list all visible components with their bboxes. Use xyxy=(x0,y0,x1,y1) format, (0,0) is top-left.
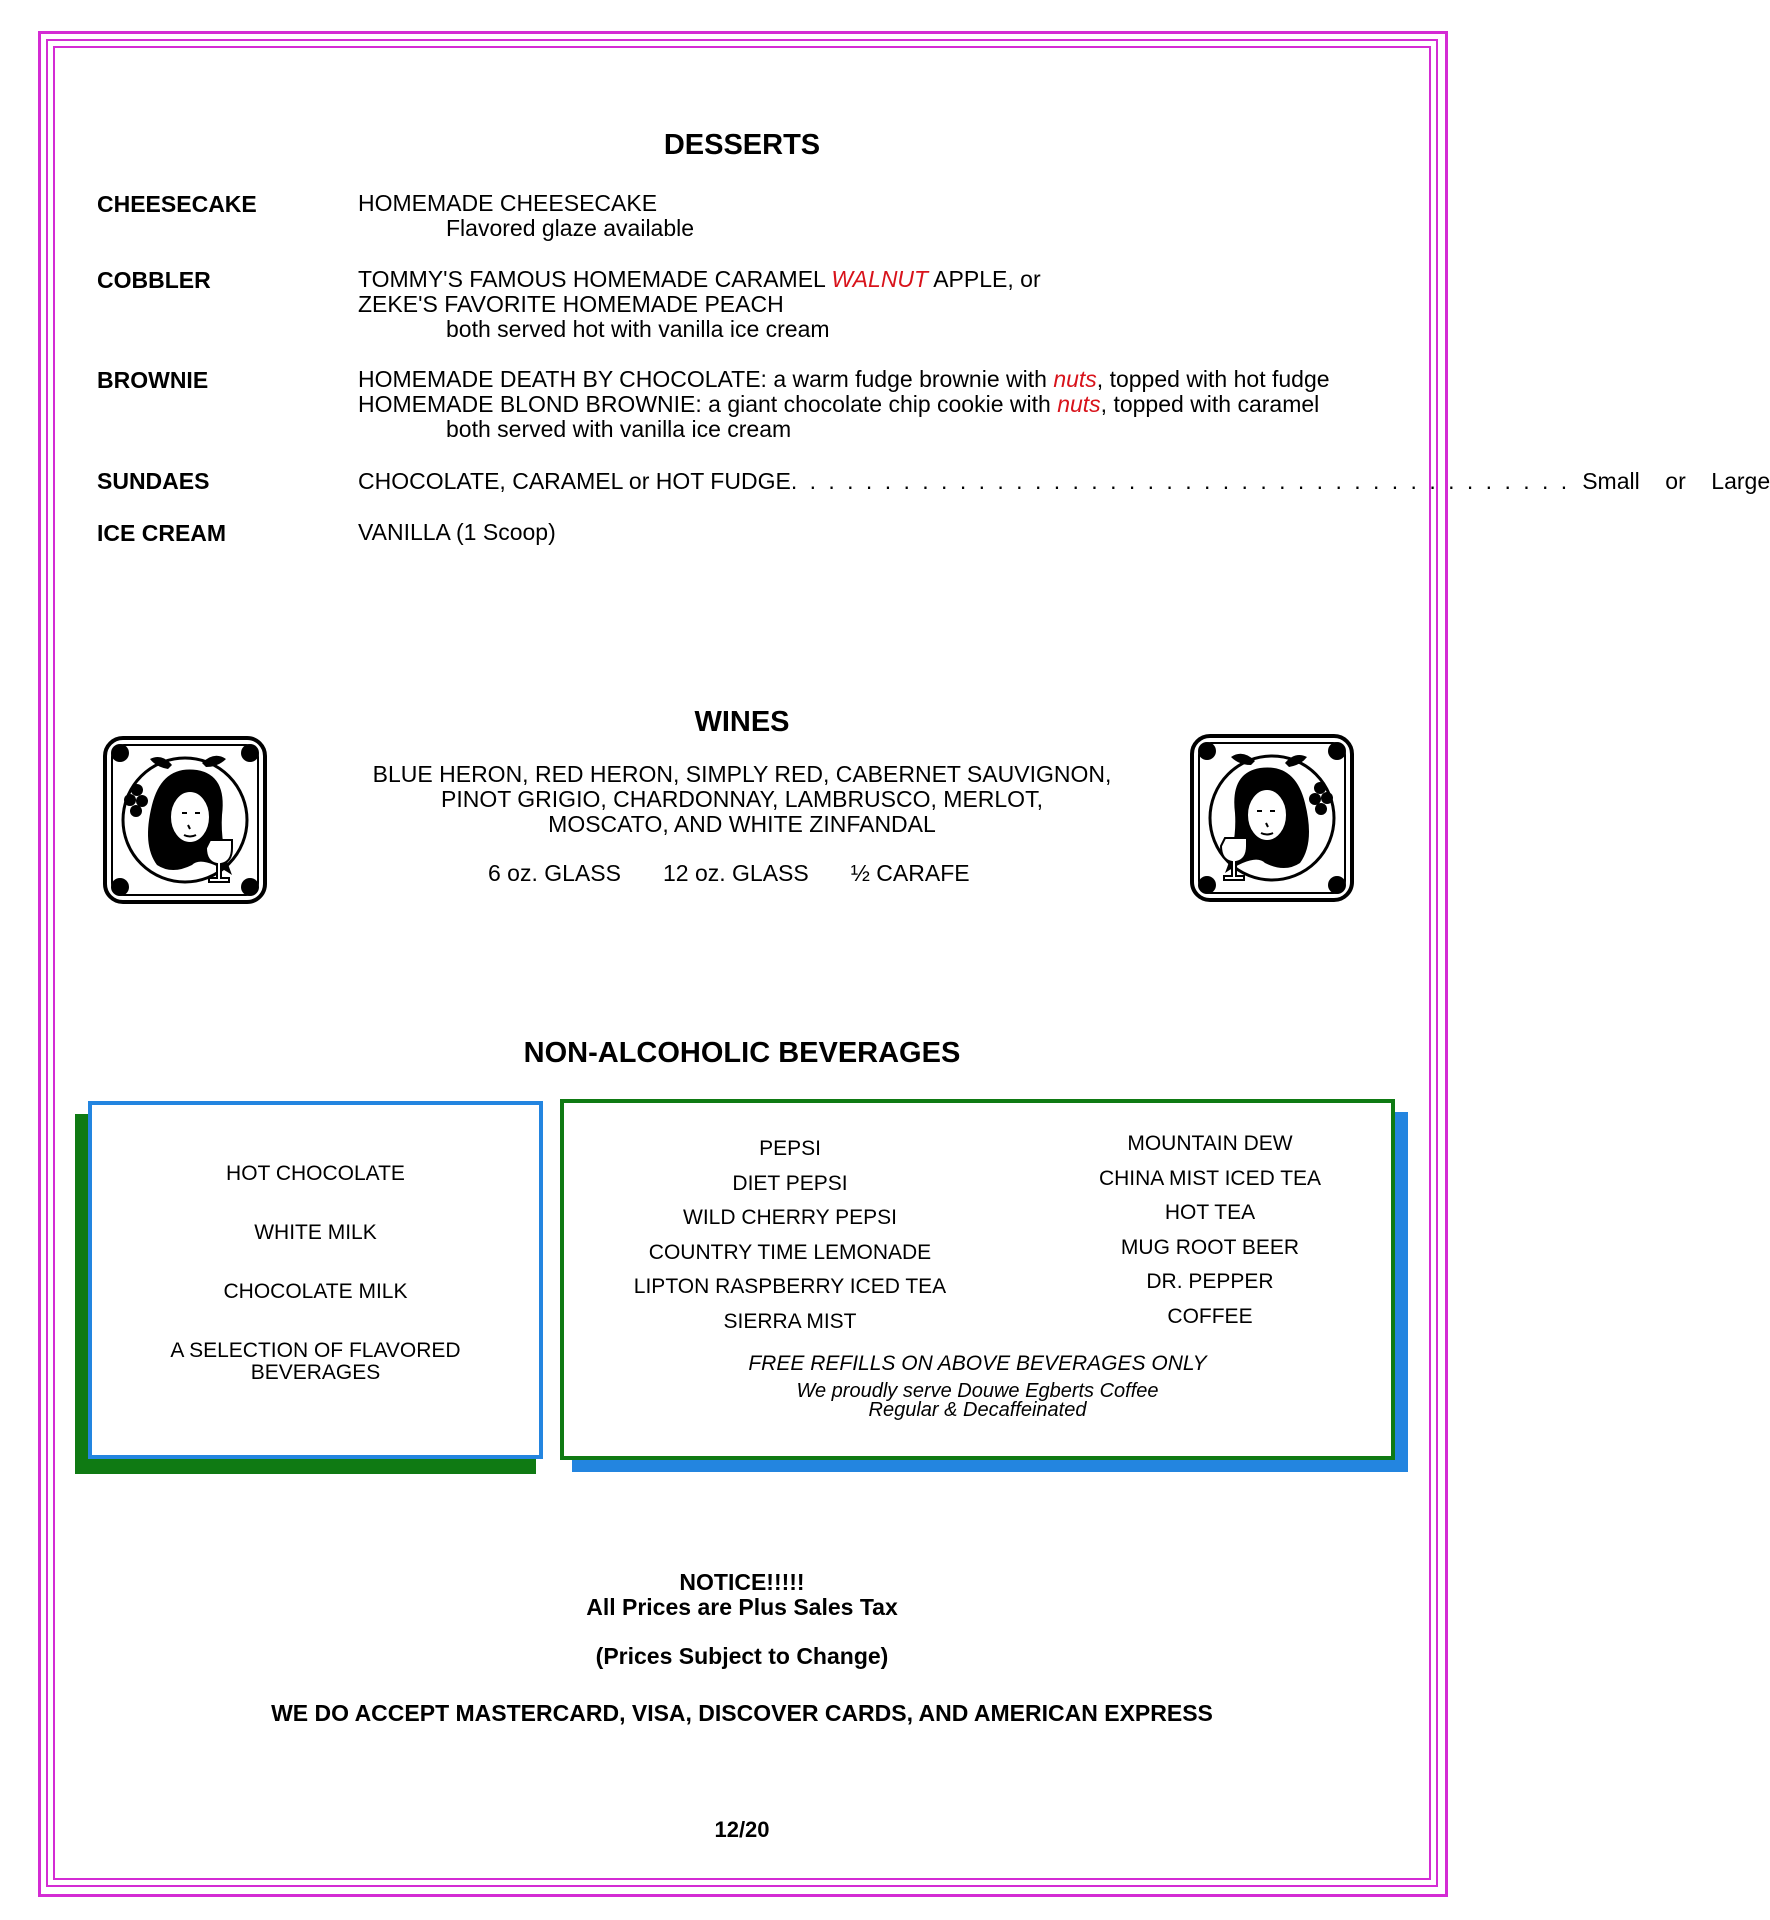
brownie-label: BROWNIE xyxy=(97,367,209,393)
beverage-item: DR. PEPPER xyxy=(1146,1270,1274,1294)
beverage-item: MUG ROOT BEER xyxy=(1120,1235,1300,1259)
wines-heading: WINES xyxy=(694,706,790,738)
notice-title: NOTICE!!!!! xyxy=(679,1569,805,1595)
beverage-item: MOUNTAIN DEW xyxy=(1127,1132,1293,1155)
wine-size-glass-6oz: 6 oz. GLASS xyxy=(488,860,621,886)
cobbler-label: COBBLER xyxy=(97,267,211,293)
soft-drinks-column-right xyxy=(1060,1127,1360,1335)
beverage-item: COUNTRY TIME LEMONADE xyxy=(648,1240,932,1264)
beverages-heading: NON-ALCOHOLIC BEVERAGES xyxy=(523,1037,961,1069)
wine-lady-medallion-icon xyxy=(102,735,268,905)
beverage-chocolate-milk: CHOCOLATE MILK xyxy=(223,1280,408,1303)
beverage-item: HOT TEA xyxy=(1164,1201,1256,1225)
page-number: 12/20 xyxy=(714,1817,770,1842)
beverage-item: PEPSI xyxy=(759,1137,821,1160)
beverage-item: DIET PEPSI xyxy=(732,1171,848,1195)
ice-cream-label: ICE CREAM xyxy=(97,520,227,546)
brownie-description: HOMEMADE DEATH BY CHOCOLATE: a warm fudge brownie with nuts, topped with hot fudge HOMEMADE BLOND BROWNIE: a giant chocolate chip cookie with nuts, topped with caramel both served with vanilla ice cream xyxy=(358,366,1330,442)
coffee-note: We proudly serve Douwe Egberts Coffee Regular & Decaffeinated xyxy=(796,1380,1159,1421)
beverage-item: LIPTON RASPBERRY ICED TEA xyxy=(633,1275,947,1299)
beverage-item: WILD CHERRY PEPSI xyxy=(683,1206,897,1230)
cheesecake-label: CHEESECAKE xyxy=(97,191,257,217)
sundae-sizes: Small or Large xyxy=(1582,468,1770,494)
dot-leader: . . . . . . . . . . . . . . . . . . . . . . . . . . . . . . . . . . . . . . . . . . xyxy=(790,468,1571,494)
cheesecake-description: HOMEMADE CHEESECAKE Flavored glaze available xyxy=(358,190,695,241)
soft-drinks-column-left xyxy=(610,1132,970,1340)
sales-tax-note: All Prices are Plus Sales Tax xyxy=(586,1594,898,1620)
ice-cream-description: VANILLA (1 Scoop) xyxy=(358,519,556,545)
accepted-cards-note: WE DO ACCEPT MASTERCARD, VISA, DISCOVER CARDS, AND AMERICAN EXPRESS xyxy=(271,1700,1213,1726)
cobbler-description: TOMMY'S FAMOUS HOMEMADE CARAMEL WALNUT APPLE, or ZEKE'S FAVORITE HOMEMADE PEACH both served hot with vanilla ice cream xyxy=(358,266,1041,342)
beverage-item: SIERRA MIST xyxy=(723,1309,857,1333)
desserts-heading: DESSERTS xyxy=(663,129,821,161)
free-refills-note: FREE REFILLS ON ABOVE BEVERAGES ONLY xyxy=(748,1352,1207,1375)
beverage-flavored-selection: A SELECTION OF FLAVORED BEVERAGES xyxy=(170,1339,461,1384)
beverage-white-milk: WHITE MILK xyxy=(254,1221,377,1244)
notice-block xyxy=(0,1570,1484,1620)
wine-serving-sizes xyxy=(488,860,970,887)
wine-varieties: BLUE HERON, RED HERON, SIMPLY RED, CABERNET SAUVIGNON, PINOT GRIGIO, CHARDONNAY, LAMBRUSCO, MERLOT, MOSCATO, AND WHITE ZINFANDAL xyxy=(372,761,1112,837)
sundaes-flavors: CHOCOLATE, CARAMEL or HOT FUDGE xyxy=(358,468,791,494)
wine-size-glass-12oz: 12 oz. GLASS xyxy=(662,860,809,886)
beverage-hot-chocolate: HOT CHOCOLATE xyxy=(226,1162,405,1185)
wine-size-half-carafe: ½ CARAFE xyxy=(850,860,970,886)
beverage-item: COFFEE xyxy=(1167,1304,1253,1328)
price-change-note: (Prices Subject to Change) xyxy=(595,1643,889,1669)
beverage-item: CHINA MIST ICED TEA xyxy=(1098,1166,1322,1190)
sundaes-line xyxy=(358,468,1770,495)
wine-lady-medallion-icon xyxy=(1189,733,1355,903)
sundaes-label: SUNDAES xyxy=(97,468,210,494)
